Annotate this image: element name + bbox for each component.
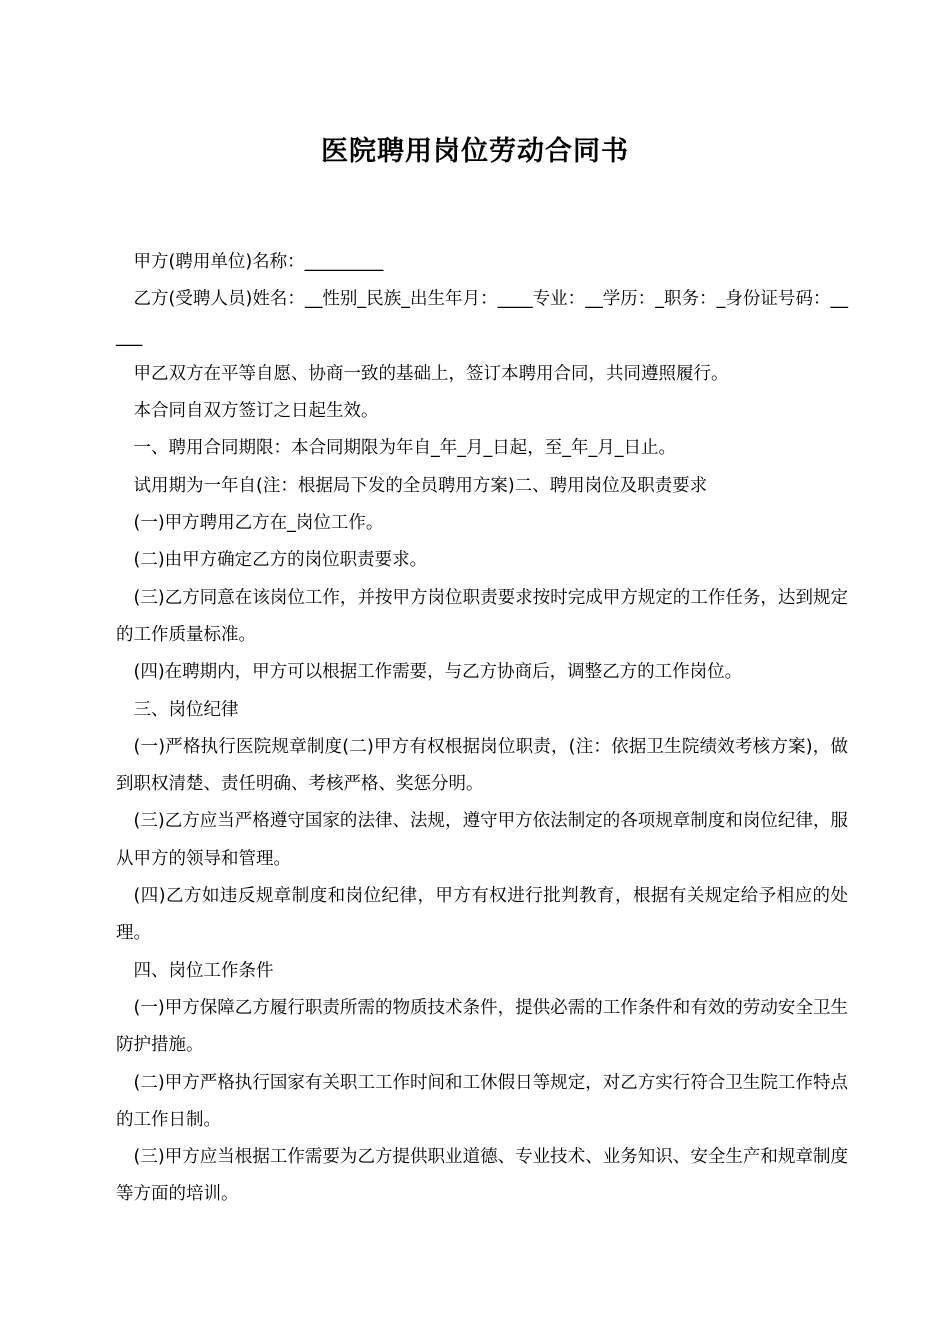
paragraph-conditions-2: (二)甲方严格执行国家有关职工工作时间和工休假日等规定，对乙方实行符合卫生院工作特点的工作日制。 (116, 1072, 848, 1130)
paragraph-effective-date: 本合同自双方签订之日起生效。 (133, 401, 379, 422)
paragraph-party-a-name: 甲方(聘用单位)名称：_________ (133, 252, 384, 272)
paragraph-discipline-1: (一)严格执行医院规章制度(二)甲方有权根据岗位职责，(注：依据卫生院绩效考核方案)，做到职权清楚、责任明确、考核严格、奖惩分明。 (116, 736, 848, 795)
paragraph-post-4: (四)在聘期内，甲方可以根据工作需要，与乙方协商后，调整乙方的工作岗位。 (133, 662, 743, 683)
paragraph-party-b-info: 乙方(受聘人员)姓名：__性别_民族_出生年月：____专业：__学历：_职务：_身份证号码：_____ (116, 289, 848, 347)
document-title: 医院聘用岗位劳动合同书 (321, 136, 629, 167)
paragraph-conditions-1: (一)甲方保障乙方履行职责所需的物质技术条件，提供必需的工作条件和有效的劳动安全卫生防护措施。 (116, 997, 848, 1056)
paragraph-discipline-4: (四)乙方如违反规章制度和岗位纪律，甲方有权进行批判教育，根据有关规定给予相应的处理。 (116, 886, 848, 944)
paragraph-contract-term: 一、聘用合同期限：本合同期限为年自_年_月_日起，至_年_月_日止。 (133, 438, 676, 459)
section-heading-conditions: 四、岗位工作条件 (133, 960, 274, 981)
paragraph-discipline-3: (三)乙方应当严格遵守国家的法律、法规，遵守甲方依法制定的各项规章制度和岗位纪律，服从甲方的领导和管理。 (116, 811, 848, 869)
paragraph-conditions-3: (三)甲方应当根据工作需要为乙方提供职业道德、专业技术、业务知识、安全生产和规章制度等方面的培训。 (116, 1147, 848, 1205)
paragraph-agreement-basis: 甲乙双方在平等自愿、协商一致的基础上，签订本聘用合同，共同遵照履行。 (133, 363, 729, 384)
paragraph-probation: 试用期为一年自(注：根据局下发的全员聘用方案)二、聘用岗位及职责要求 (133, 475, 708, 496)
document-body (116, 244, 848, 1214)
section-heading-discipline: 三、岗位纪律 (133, 699, 239, 720)
paragraph-post-3: (三)乙方同意在该岗位工作，并按甲方岗位职责要求按时完成甲方规定的工作任务，达到规定的工作质量标准。 (116, 587, 848, 645)
paragraph-post-1: (一)甲方聘用乙方在_岗位工作。 (133, 513, 384, 534)
paragraph-post-2: (二)由甲方确定乙方的岗位职责要求。 (133, 550, 428, 571)
